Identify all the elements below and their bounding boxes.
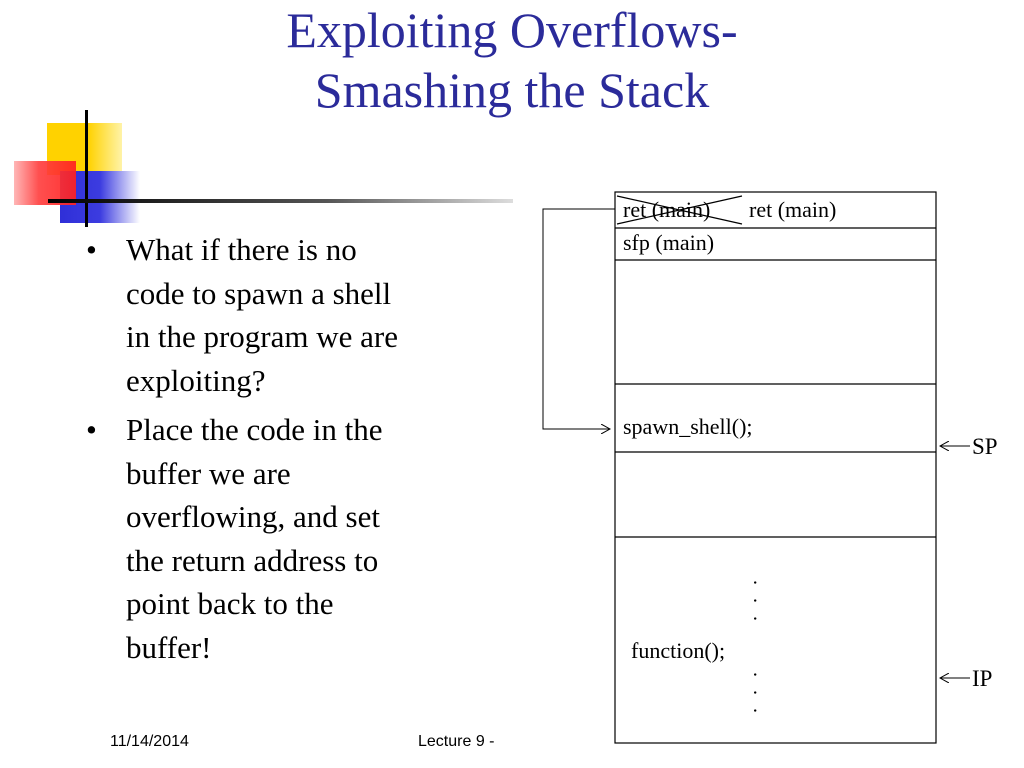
bullet-line: exploiting? [126,362,266,398]
title-line-2: Smashing the Stack [314,62,710,118]
ellipsis-upper: . . . [749,580,771,625]
bullet-marker: • [86,412,97,447]
deco-vertical-line [85,110,88,227]
deco-red-square [14,161,76,205]
ret-main-label: ret (main) [749,197,837,222]
crossed-ret-label: ret (main) [623,197,711,222]
footer-date: 11/14/2014 [110,733,189,750]
bullet-line: code to spawn a shell [126,275,392,311]
bullet-line: in the program we are [126,319,398,354]
decorative-squares [0,105,520,230]
bullet-item [82,408,502,669]
footer-lecture: Lecture 9 - [418,733,495,750]
bullet-line: buffer! [126,629,212,665]
spawn-shell-label: spawn_shell(); [623,414,753,439]
bullet-line: point back to the [126,586,334,621]
bullet-item [82,228,502,402]
sp-label: SP [972,434,998,459]
function-label: function(); [631,638,726,663]
bullet-list [82,228,502,675]
sfp-main-label: sfp (main) [623,230,715,255]
ip-label: IP [972,666,993,691]
bullet-line: the return address to [126,542,379,578]
stack-diagram [535,188,1024,758]
bullet-line: buffer we are [126,455,291,491]
ellipsis-lower: . . . [749,672,771,717]
bullet-line: What if there is no [126,232,357,267]
bullet-marker: • [86,232,97,267]
deco-horizontal-line [48,199,513,203]
slide-title [0,0,1024,120]
return-redirect-arrow [543,209,615,429]
bullet-line: Place the code in the [126,412,383,447]
bullet-line: overflowing, and set [126,499,380,534]
title-line-1: Exploiting Overflows- [286,2,738,58]
